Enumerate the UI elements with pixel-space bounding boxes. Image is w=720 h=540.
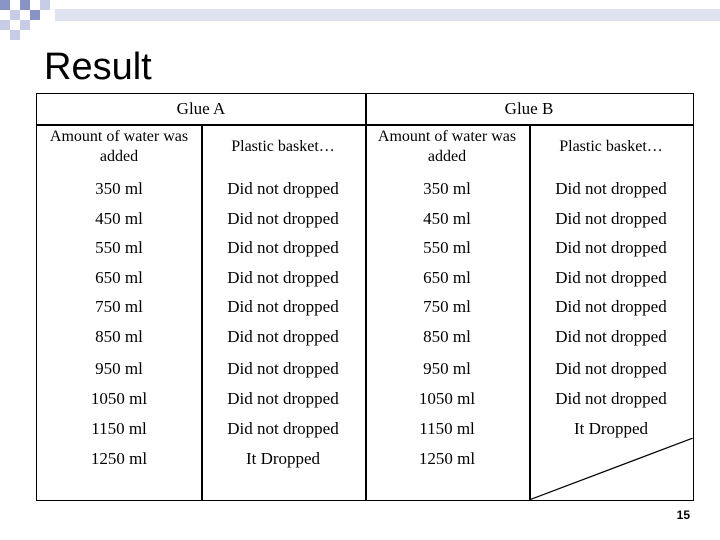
table-cell: It Dropped [573,419,649,438]
column-header-water-a: Amount of water was added [49,128,189,165]
table-cell: 450 ml [95,209,143,228]
table-cell: 1050 ml [418,389,476,408]
table-cell: Did not dropped [227,359,339,378]
table-cell: 850 ml [95,327,143,346]
table-cell: Did not dropped [555,209,667,228]
table-cell: 650 ml [95,268,143,287]
decorative-header-strip [0,0,720,40]
table-cell: Did not dropped [227,268,339,287]
table-cell: 1250 ml [418,449,476,468]
table-cell: 550 ml [95,238,143,257]
table-cell: Did not dropped [555,238,667,257]
table-cell: 550 ml [423,238,471,257]
table-cell: Did not dropped [227,209,339,228]
table-cell: Did not dropped [555,297,667,316]
table-cell: 1150 ml [419,419,475,438]
table-cell: 650 ml [423,268,471,287]
table-cell: 950 ml [95,359,143,378]
table-cell: Did not dropped [227,419,339,438]
column-header-water-b: Amount of water was added [377,128,517,165]
table-cell: Did not dropped [555,389,667,408]
table-cell [529,444,693,474]
table-cell: 1050 ml [90,389,148,408]
group-header-glue-b: Glue B [504,99,554,118]
table-cell: Did not dropped [555,327,667,346]
table-cell: Did not dropped [227,297,339,316]
table-cell: Did not dropped [555,268,667,287]
table-cell: 350 ml [95,179,143,198]
table-cell: Did not dropped [555,179,667,198]
table-cell: 950 ml [423,359,471,378]
table-cell: 750 ml [95,297,143,316]
page-number: 15 [676,508,690,522]
table-cell: Did not dropped [227,179,339,198]
results-table [36,93,694,501]
column-header-basket-a: Plastic basket… [231,138,335,155]
table-cell: Did not dropped [227,327,339,346]
slide-title: Result [44,46,152,88]
table-cell: 350 ml [423,179,471,198]
table-cell: Did not dropped [227,389,339,408]
table-cell: 850 ml [423,327,471,346]
table-cell: 750 ml [423,297,471,316]
table-cell: 1150 ml [91,419,147,438]
column-header-basket-b: Plastic basket… [559,138,663,155]
table-cell: Did not dropped [555,359,667,378]
table-cell: Did not dropped [227,238,339,257]
table-cell: 1250 ml [90,449,148,468]
table-cell: It Dropped [245,449,321,468]
table-cell: 450 ml [423,209,471,228]
group-header-glue-a: Glue A [176,99,226,118]
